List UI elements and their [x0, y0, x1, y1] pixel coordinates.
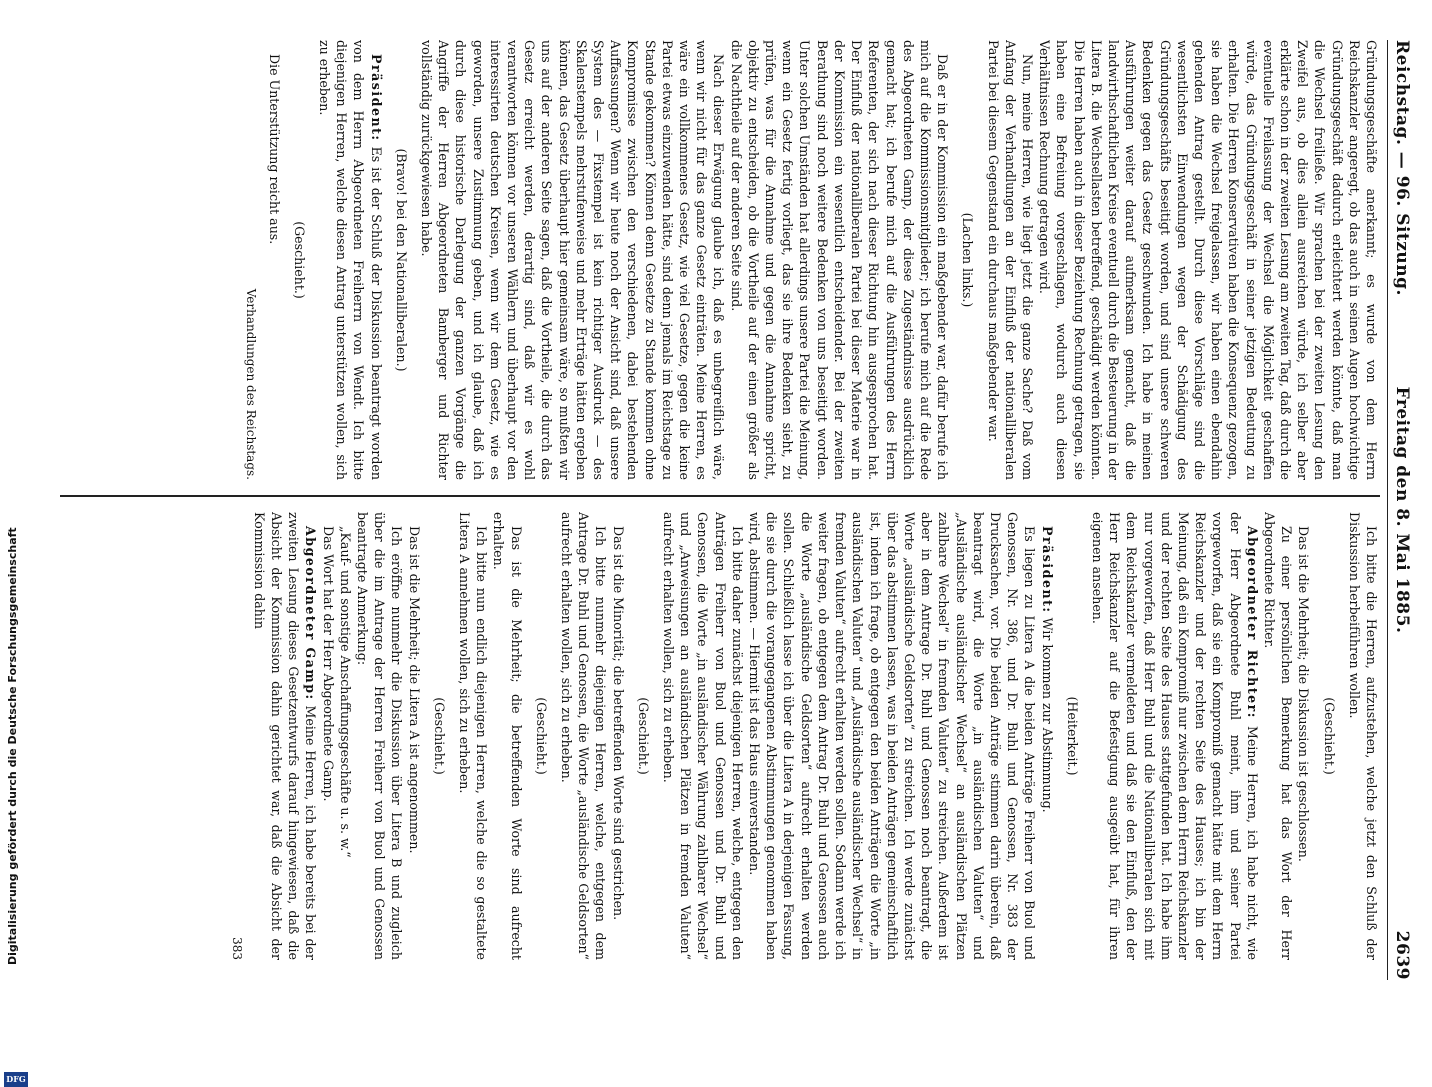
paragraph-text: Das Wort hat der Herr Abgeordnete Gamp.	[320, 526, 336, 802]
paragraph-text: Das ist die Minorität; die betreffenden Worte sind gestrichen.	[610, 526, 626, 921]
paragraph-text: Gründungsgeschäfte anerkannt; es wurde von dem Herrn Reichskanzler angeregt, ob das auch in seinen Augen hochwichtige Gründungsgeschäft dadurch erleichtert werden könnte, daß man die Wechsel freiließe. Wir sprachen bei der zweiten Lesung den Zweifel aus, ob dies allein ausreichen würde, ich selber aber erklärte schon in der zweiten Lesung am zweiten Tag, daß durch die eventuelle Freilassung der Wechsel die Möglichkeit geschaffen würde, das Gründungsgeschäft in seiner jetzigen Bedeutung zu erhalten. Die Herren Konservativen haben die Konsequenz gezogen, sie haben die Wechsel freigelassen, wir haben einen ebendahin gehenden Antrag gestellt. Durch diese Vorschläge sind die wesentlichsten Einwendungen wegen der Schädigung des Gründungsgeschäfts beseitigt worden, und sind unsere schweren Bedenken gegen das Gesetz geschwunden. Ich habe in meinen Ausführungen weiter darauf aufmerksam gemacht, daß die landwirthschaftlichen Kreise eventuell durch die Besteuerung in der Litera B. die Wechsellasten betreffend, geschädigt werden könnten. Die Herren haben auch in dieser Beziehung Rechnung getragen, sie haben eine Befreiung vorgeschlagen, wodurch auch diesen Verhältnissen Rechnung getragen wird.	[1037, 40, 1379, 480]
digitization-credit	[4, 100, 26, 1084]
paragraph	[405, 512, 422, 960]
paragraph	[1261, 512, 1295, 960]
credit-label: Digitalisierung gefördert durch die Deutsche Forschungsgemeinschaft	[6, 527, 19, 965]
paragraph-text: Es ist der Schluß der Diskussion beantragt worden von dem Herrn Abgeordneten Freiherrn von Wendt. Ich bitte diejenigen Herren, welche diesen Antrag unterstützen wollen, sich zu erheben.	[317, 40, 384, 480]
paragraph-text: Meine Herren, ich habe bereits bei der zweiten Lesung dieses Gesetzentwurfs darauf hingewiesen, daß die Absicht der Kommission dahin gerichtet war, daß die Absicht der Kommission dahin	[251, 512, 319, 960]
running-header-date: Freitag den 8. Mai 1885.	[1392, 386, 1412, 634]
paragraph-text: Wir kommen zur Abstimmung.	[1039, 613, 1055, 813]
paragraph-text: Das ist die Mehrheit; die Litera A ist angenommen.	[406, 526, 422, 854]
paragraph	[558, 512, 610, 960]
paragraph	[456, 512, 490, 960]
paragraph-text: Daß er in der Kommission ein maßgebender war, dafür berufe ich mich auf die Kommissionsmitglieder; ich berufe mich auf die Rede des Abgeordneten Gamp, der diese Zugeständnisse ausdrücklich gemacht hat; ich berufe mich auf die Ausführungen des Herrn Referenten, der sich nach dieser Richtung hin ausgesprochen hat. Der Einfluß der nationalliberalen Partei bei dieser Materie war in der Kommission ein wesentlich entscheidender. Bei der zweiten Berathung sind noch weitere Bedenken von uns beseitigt worden. Unter solchen Umständen hat allerdings unsere Partei die Meinung, wenn ein Gesetz fertig vorliegt, das sie ihre Bedenken sieht, zu prüfen, was für die Annahme und gegen die Annahme spricht, objektiv zu entscheiden, ob die Vortheile auf der einen größer als die Nachtheile auf der anderen Seite sind.	[728, 40, 951, 480]
stage-direction: (Geschieht.)	[1321, 697, 1337, 775]
paragraph	[1346, 512, 1380, 960]
paragraph-text: Ich eröffne nunmehr die Diskussion über Litera B und zugleich über die im Antrage der Herren Freiherr von Buol und Genossen beantragte Anmerkung:	[355, 512, 405, 960]
paragraph	[609, 512, 626, 960]
paragraph-text: Zu einer persönlichen Bemerkung hat das Wort der Herr Abgeordnete Richter.	[1261, 512, 1295, 960]
speaker-name: Abgeordneter Richter:	[1244, 526, 1260, 719]
paragraph-text: Das ist die Mehrheit; die Diskussion ist geschlossen.	[1296, 526, 1312, 862]
paragraph-text: Meine Herren, ich habe nicht, wie der Herr Abgeordnete Buhl meint, ihm und seiner Partei vorgeworfen, daß sie ein Kompromiß gemacht hätte mit dem Herrn Reichskanzler und der rechten Seite des Hauses; ich bin der Meinung, daß ein Kompromiß nur zwischen dem Herrn Reichskanzler und der rechten Seite des Hauses stattgefunden hat. Ich habe ihm nur vorgeworfen, daß Herr Buhl und die Nationalliberalen sich mit dem Reichskanzler vermeldeten und daß sie den Einfluß, den der Herr Reichskanzler auf die Befestigung ausgeübt hat, für ihren eigenen ansehen.	[1089, 512, 1260, 960]
credit-text	[4, 95, 22, 995]
paragraph	[265, 40, 282, 480]
paragraph-text: Nun, meine Herren, wie liegt jetzt die ganze Sache? Daß vom Anfang der Verhandlungen an der Einfluß der nationalliberalen Partei bei diesem Gegenstand ein durchaus maßgebender war.	[985, 40, 1035, 480]
paragraph	[490, 512, 524, 960]
paragraph-text: Ich bitte nunmehr diejenigen Herren, welche, entgegen dem Antrage Dr. Buhl und Genossen, die Worte „ausländische Geldsorten“ aufrecht erhalten wollen, sich zu erheben.	[559, 512, 609, 960]
paragraph	[1089, 512, 1261, 960]
stage-direction: (Geschieht.)	[533, 697, 549, 775]
paragraph	[354, 512, 406, 960]
paragraph-text: Es liegen zu Litera A die beiden Anträge Freiherr von Buol und Genossen, Nr. 386, und Dr. Buhl und Genossen, Nr. 383 der Drucksachen, vor. Die beiden Anträge stimmen darin überein, daß beantragt wird, die Worte „in ausländischen Valuten“ und „Ausländische ausländischer Wechsel“ an ausländischen Plätzen zahlbare Wechsel“ in fremden Valuten“ zu streichen. Außerdem ist aber in dem Antrage Dr. Buhl und Genossen noch beantragt, die Worte „ausländische Geldsorten“ zu streichen. Ich werde zunächst über das abstimmen lassen, was in beiden Anträgen gemeinschaftlich ist, indem ich frage, ob entgegen den beiden Anträgen die Worte „in ausländischen Valuten“ und „Ausländische ausländischer Wechsel“ in fremden Valuten“ aufrecht erhalten werden sollen. Sodann werde ich weiter fragen, ob entgegen dem Antrag Dr. Buhl und Genossen auch die Worte „ausländische Geldsorten“ aufrecht erhalten werden sollen. Schließlich lasse ich über die Litera A in derjenigen Fassung, die sie durch die vorangegangenen Abstimmungen genommen haben wird, abstimmen. — Hiermit ist das Haus einverstanden.	[747, 512, 1038, 960]
paragraph	[1036, 40, 1380, 480]
speaker-name: Abgeordneter Gamp:	[303, 526, 319, 701]
stage-direction: (Geschieht.)	[635, 697, 651, 775]
page-number: 2639	[1392, 930, 1412, 980]
paragraph	[319, 512, 336, 960]
paragraph-text: Ich bitte nun endlich diejenigen Herren, welche die so gestaltete Litera A annehmen wollen, sich zu erheben.	[457, 512, 490, 960]
page-footnote: 383	[229, 937, 244, 960]
paragraph-text: Die Unterstützung reicht aus.	[266, 54, 282, 245]
paragraph-text: Das ist die Mehrheit; die betreffenden Worte sind aufrecht erhalten.	[491, 512, 524, 960]
paragraph	[746, 512, 1038, 960]
paragraph-text: Nach dieser Erwägung glaube ich, daß es unbegreiflich wäre, wenn wir nicht für das ganze Gesetz einträten. Meine Herren, es wäre ein vollkommenes Gesetz, wie viel Gesetze, gegen die keine Partei etwas einzuwenden hätte, sind denn jemals im Reichstage zu Stande gekommen? Können denn Gesetze zu Stande kommen ohne Kompromisse zwischen den verschiedenen, dabei bestehenden Auffassungen? Wenn wir heute noch der Ansicht sind, daß unsere System des — Fixstempel ist kein richtiger Ausdruck — des Skalenstempels mehrstufenweise und mehr Erträge hätten ergeben können, das Gesetz überhaupt hier gemeinsam wäre, so mußten wir uns auf der anderen Seite sagen, daß die Vortheile, die durch das Gesetz erreicht werden, derartig sind, daß wir es wohl verantworten können vor unseren Wählern und überhaupt vor den interessirten deutschen Kreisen, wenn wir dem Gesetz, wie es geworden, unsere Zustimmung geben, und ich glaube, daß ich durch diese historische Darlegung der ganzen Vorgänge die Angriffe der Herren Abgeordneten Bamberger und Richter vollständig zurückgewiesen habe.	[419, 40, 727, 480]
paragraph-text: „Kauf- und sonstige Anschaffungsgeschäfte u. s. w.“	[337, 526, 353, 858]
paragraph	[1295, 512, 1312, 960]
page-header	[1387, 40, 1414, 980]
page-footnote: Verhandlungen des Reichstags.	[244, 288, 259, 480]
paragraph	[984, 40, 1036, 480]
stage-direction: (Bravo! bei den Nationalliberalen.)	[393, 148, 409, 372]
left-column	[30, 40, 1380, 480]
speaker-name: Präsident:	[1039, 526, 1055, 614]
paragraph	[1038, 512, 1055, 960]
stage-direction: (Heiterkeit.)	[1064, 696, 1080, 776]
running-header-left: Reichstag. — 96. Sitzung.	[1392, 40, 1412, 296]
stage-direction: (Lachen links.)	[960, 212, 976, 308]
column-divider	[60, 495, 1380, 497]
right-column	[30, 512, 1380, 960]
paragraph	[316, 40, 385, 480]
paragraph	[727, 40, 951, 480]
stage-direction: (Geschieht.)	[291, 221, 307, 299]
paragraph	[660, 512, 746, 960]
paragraph	[337, 512, 354, 960]
stage-direction: (Geschieht.)	[431, 697, 447, 775]
paragraph-text: Ich bitte daher zunächst diejenigen Herren, welche, entgegen den Anträgen Freiherr von Buol und Genossen und Dr. Buhl und Genossen, die Worte „in ausländischer Währung zahlbarer Wechsel“ und „Anweisungen an ausländischen Plätzen in fremden Valuten“ aufrecht erhalten wollen, sich zu erheben.	[661, 512, 745, 960]
dfg-logo-icon: DFG	[4, 1072, 28, 1087]
paragraph	[251, 512, 320, 960]
paragraph-text: Ich bitte die Herren, aufzustehen, welche jetzt den Schluß der Diskussion herbeiführen wollen.	[1346, 512, 1379, 960]
paragraph	[418, 40, 728, 480]
speaker-name: Präsident:	[368, 54, 384, 142]
